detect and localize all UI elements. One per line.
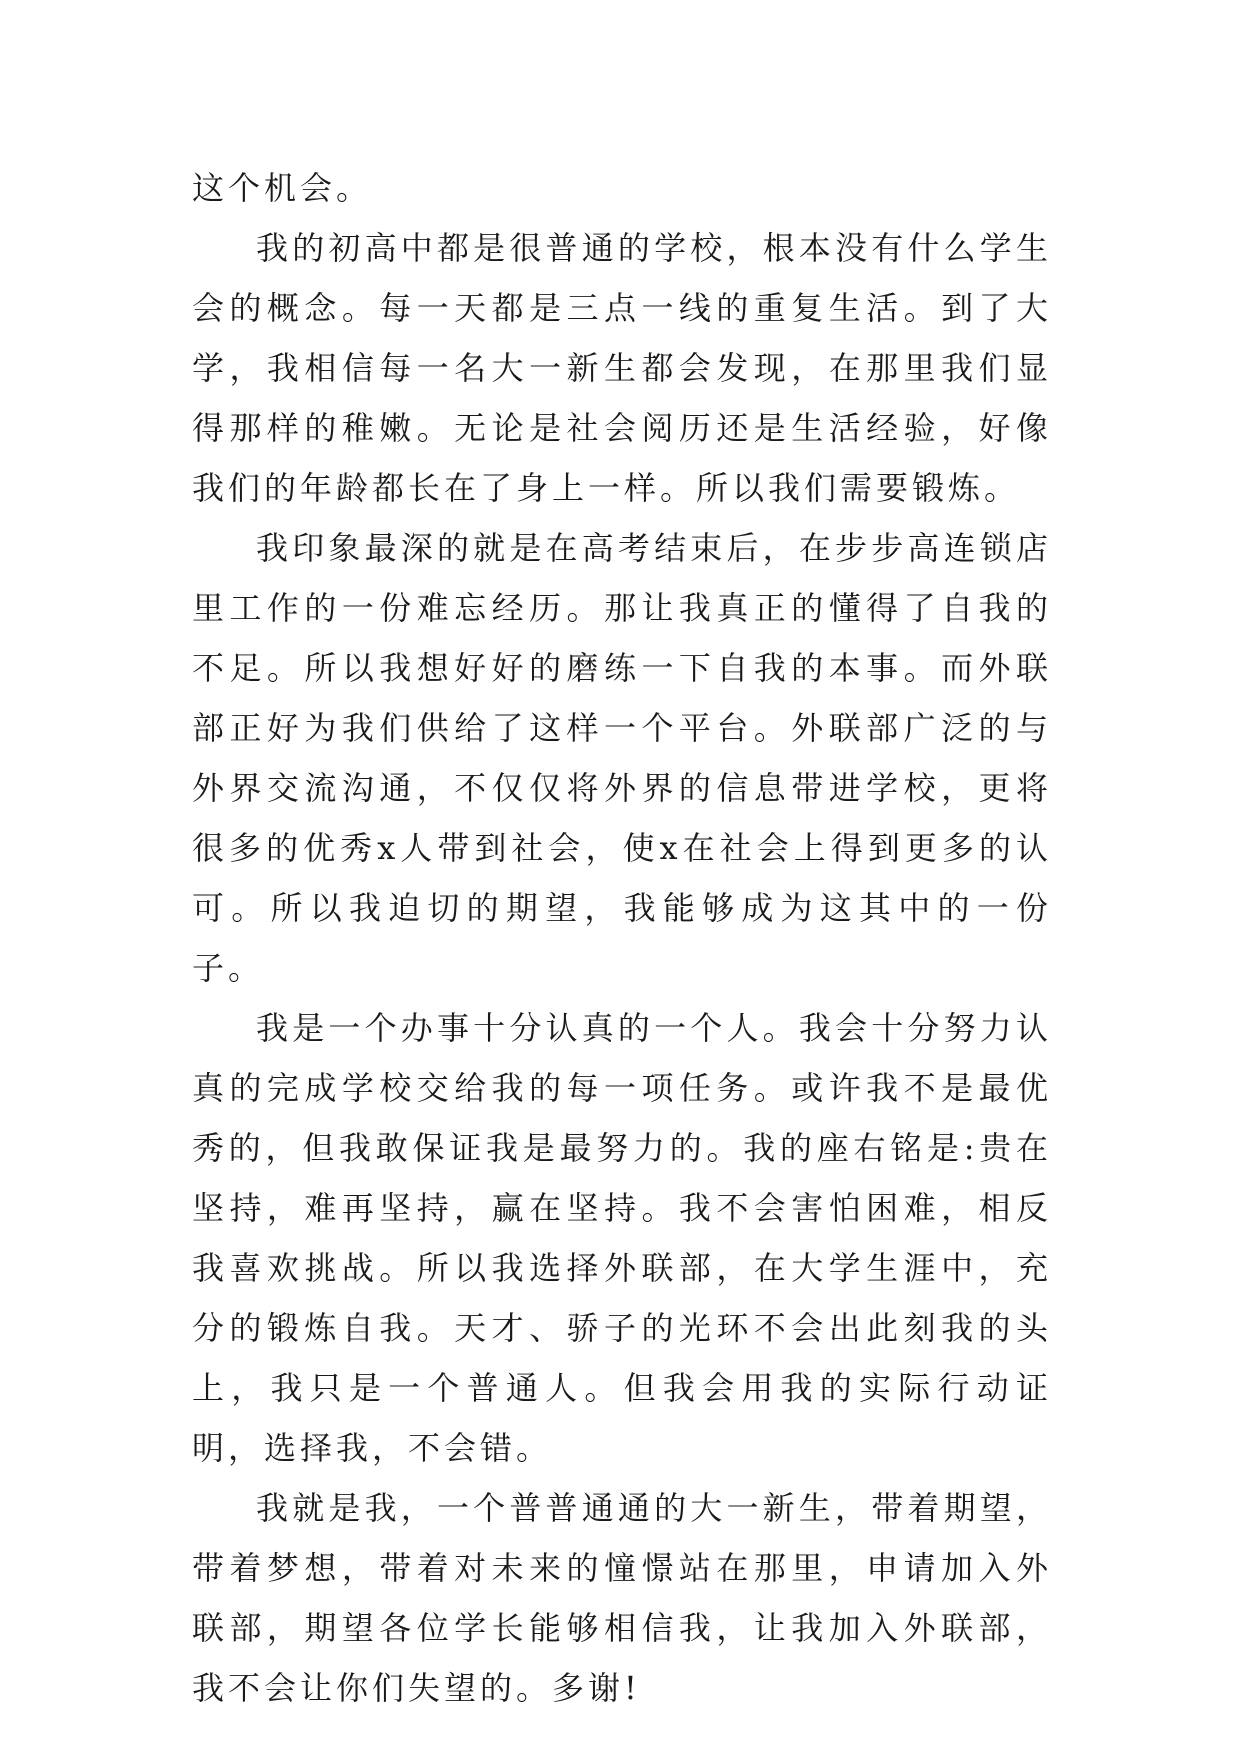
- paragraph-work-experience: 我印象最深的就是在高考结束后，在步步高连锁店里工作的一份难忘经历。那让我真正的懂得了自我的不足。所以我想好好的磨练一下自我的本事。而外联部正好为我们供给了这样一个平台。外联部广泛的与外界交流沟通，不仅仅将外界的信息带进学校，更将很多的优秀x人带到社会，使x在社会上得到更多的认可。所以我迫切的期望，我能够成为这其中的一份子。: [192, 529, 1052, 987]
- document-body: [192, 158, 1052, 1718]
- paragraph-school-background: 我的初高中都是很普通的学校，根本没有什么学生会的概念。每一天都是三点一线的重复生活。到了大学，我相信每一名大一新生都会发现，在那里我们显得那样的稚嫩。无论是社会阅历还是生活经验，好像我们的年龄都长在了身上一样。所以我们需要锻炼。: [192, 229, 1052, 507]
- paragraph-personal-qualities: 我是一个办事十分认真的一个人。我会十分努力认真的完成学校交给我的每一项任务。或许我不是最优秀的，但我敢保证我是最努力的。我的座右铭是:贵在坚持，难再坚持，赢在坚持。我不会害怕困难，相反我喜欢挑战。所以我选择外联部，在大学生涯中，充分的锻炼自我。天才、骄子的光环不会出此刻我的头上，我只是一个普通人。但我会用我的实际行动证明，选择我，不会错。: [192, 1009, 1052, 1467]
- paragraph-continuation: 这个机会。: [192, 169, 373, 207]
- paragraph-closing: 我就是我，一个普普通通的大一新生，带着期望，带着梦想，带着对未来的憧憬站在那里，申请加入外联部，期望各位学长能够相信我，让我加入外联部，我不会让你们失望的。多谢!: [192, 1489, 1052, 1707]
